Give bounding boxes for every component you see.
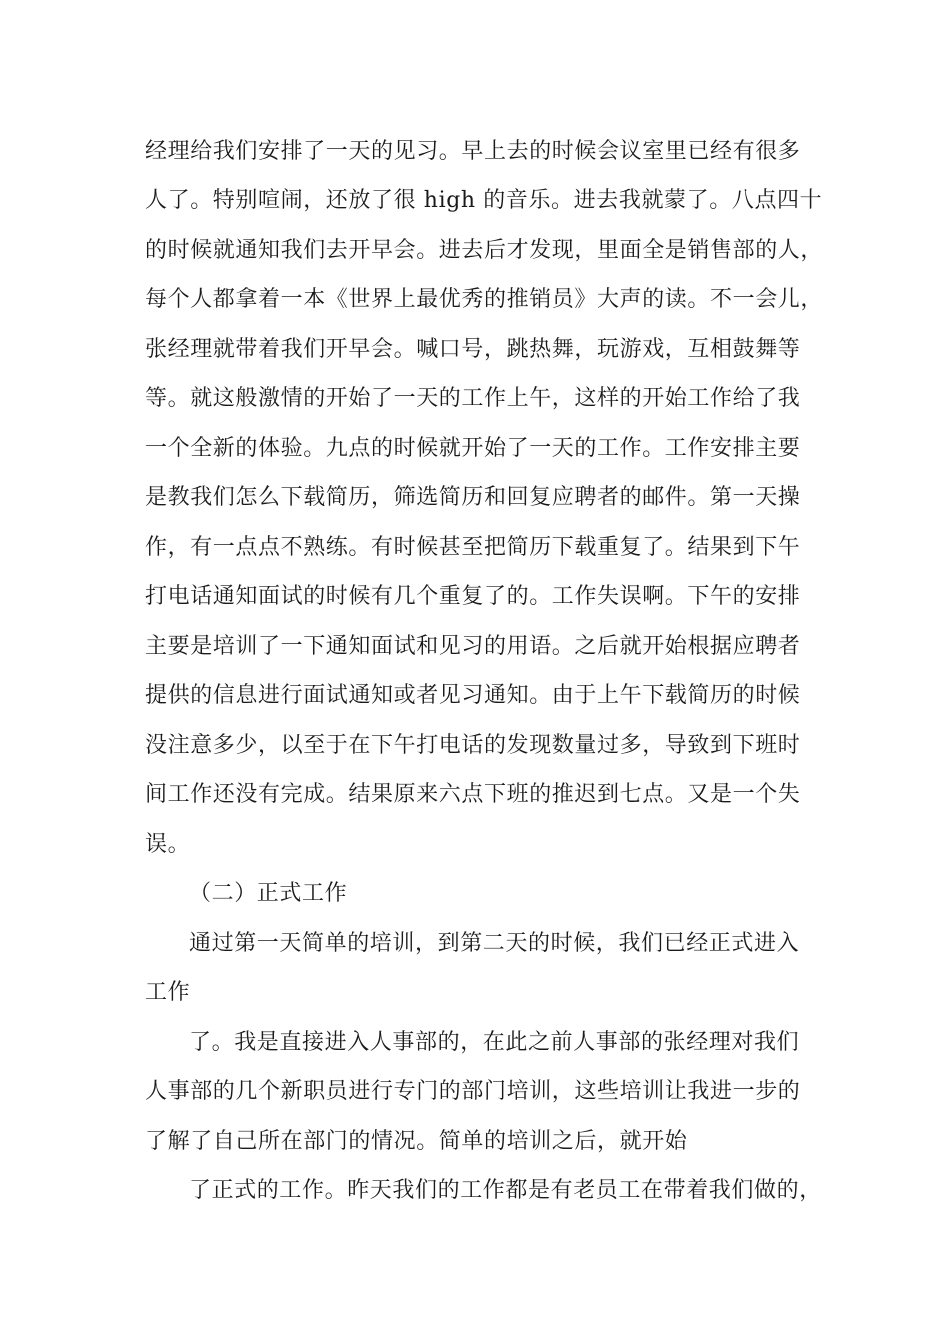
text-line: 了。我是直接进入人事部的，在此之前人事部的张经理对我们 — [189, 1030, 800, 1055]
text-line: 了正式的工作。昨天我们的工作都是有老员工在带着我们做的， — [189, 1178, 822, 1203]
text-line: 间工作还没有完成。结果原来六点下班的推迟到七点。又是一个失 — [145, 782, 801, 807]
text-line: 工作 — [145, 980, 191, 1005]
text-line: 误。 — [145, 832, 191, 857]
text-line: 的时候就通知我们去开早会。进去后才发现，里面全是销售部的人， — [145, 238, 824, 263]
text-line: 作，有一点点不熟练。有时候甚至把简历下载重复了。结果到下午 — [145, 535, 801, 560]
text-line: 通过第一天简单的培训，到第二天的时候，我们已经正式进入 — [189, 931, 800, 956]
text-line: 了解了自己所在部门的情况。简单的培训之后，就开始 — [145, 1129, 688, 1154]
text-line: 张经理就带着我们开早会。喊口号，跳热舞，玩游戏，互相鼓舞等 — [145, 337, 801, 362]
text-line: 是教我们怎么下载简历，筛选简历和回复应聘者的邮件。第一天操 — [145, 485, 801, 510]
text-line: 人事部的几个新职员进行专门的部门培训，这些培训让我进一步的 — [145, 1079, 801, 1104]
text-line: 打电话通知面试的时候有几个重复了的。工作失误啊。下午的安排 — [145, 584, 801, 609]
text-line: 经理给我们安排了一天的见习。早上去的时候会议室里已经有很多 — [145, 139, 801, 164]
text-line: 提供的信息进行面试通知或者见习通知。由于上午下载简历的时候 — [145, 683, 801, 708]
text-line: 人了。特别喧闹，还放了很 high 的音乐。进去我就蒙了。八点四十 — [145, 188, 823, 213]
text-line: 等。就这般激情的开始了一天的工作上午，这样的开始工作给了我 — [145, 386, 801, 411]
text-line: 每个人都拿着一本《世界上最优秀的推销员》大声的读。不一会儿， — [145, 287, 824, 312]
section-heading: （二）正式工作 — [189, 881, 348, 906]
text-line: 一个全新的体验。九点的时候就开始了一天的工作。工作安排主要 — [145, 436, 801, 461]
text-line: 主要是培训了一下通知面试和见习的用语。之后就开始根据应聘者 — [145, 634, 801, 659]
text-line: 没注意多少，以至于在下午打电话的发现数量过多，导致到下班时 — [145, 733, 801, 758]
